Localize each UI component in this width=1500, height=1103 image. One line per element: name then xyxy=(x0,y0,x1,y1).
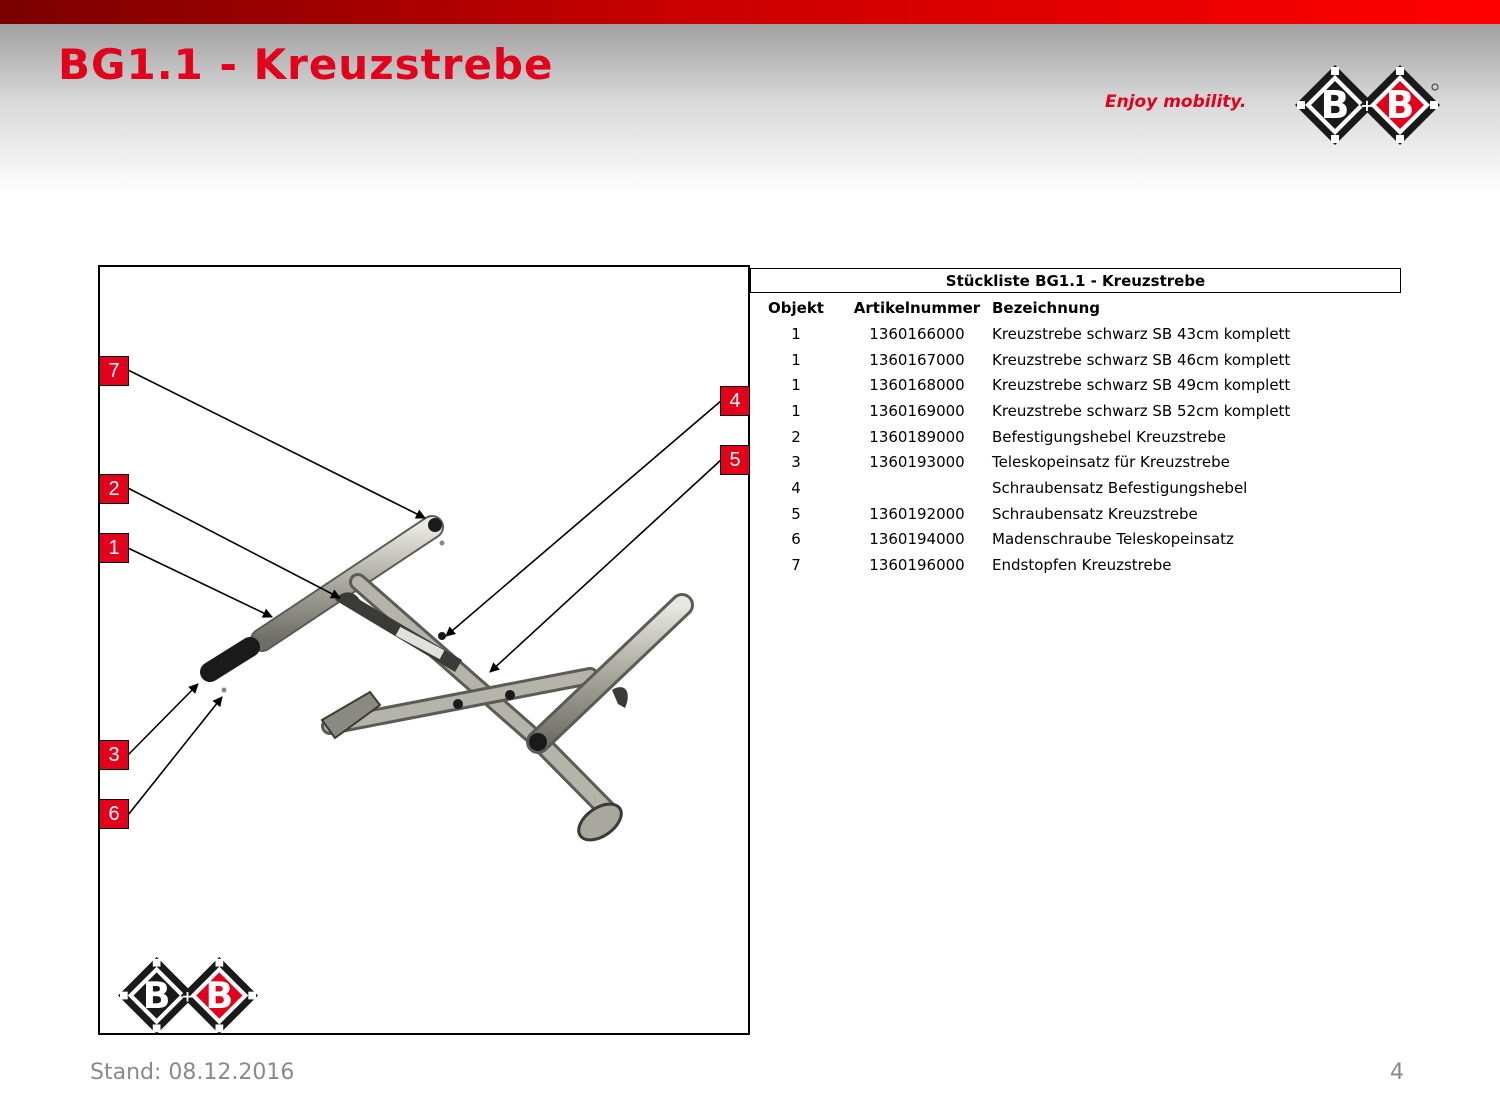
cell-artikelnummer: 1360193000 xyxy=(869,453,965,472)
parts-list-title: Stückliste BG1.1 - Kreuzstrebe xyxy=(750,268,1401,293)
cell-objekt: 2 xyxy=(791,427,801,446)
cell-artikelnummer: 1360189000 xyxy=(869,427,965,446)
svg-text:B: B xyxy=(205,974,234,1018)
callout-6: 6 xyxy=(99,799,129,829)
bb-logo-icon xyxy=(1295,63,1440,148)
cell-objekt: 7 xyxy=(791,556,801,575)
table-row xyxy=(750,398,1290,424)
bb-logo-bottom-icon xyxy=(112,955,264,1037)
cell-bezeichnung: Kreuzstrebe schwarz SB 52cm komplett xyxy=(992,401,1291,420)
callout-3: 3 xyxy=(99,740,129,770)
cell-bezeichnung: Schraubensatz Kreuzstrebe xyxy=(992,504,1198,523)
callout-7: 7 xyxy=(99,356,129,386)
header-bezeichnung: Bezeichnung xyxy=(992,299,1100,317)
table-row xyxy=(750,501,1290,527)
cell-bezeichnung: Madenschraube Teleskopeinsatz xyxy=(992,530,1234,549)
cell-bezeichnung: Kreuzstrebe schwarz SB 49cm komplett xyxy=(992,376,1291,395)
top-accent-bar xyxy=(0,0,1500,24)
cell-objekt: 1 xyxy=(791,324,801,343)
slogan: Enjoy mobility. xyxy=(1105,92,1247,112)
cell-artikelnummer: 1360169000 xyxy=(869,401,965,420)
callout-2: 2 xyxy=(99,474,129,504)
table-row xyxy=(750,424,1290,450)
cell-artikelnummer: 1360167000 xyxy=(869,350,965,369)
cell-artikelnummer: 1360166000 xyxy=(869,324,965,343)
callout-1: 1 xyxy=(99,533,129,563)
cell-objekt: 5 xyxy=(791,504,801,523)
parts-table-header xyxy=(750,295,1290,321)
table-row xyxy=(750,449,1290,475)
svg-text:+: + xyxy=(181,987,194,1006)
parts-list xyxy=(750,268,1401,578)
table-row xyxy=(750,347,1290,373)
cell-objekt: 1 xyxy=(791,350,801,369)
svg-text:B: B xyxy=(142,974,171,1018)
cell-bezeichnung: Kreuzstrebe schwarz SB 43cm komplett xyxy=(992,324,1291,343)
cell-bezeichnung: Teleskopeinsatz für Kreuzstrebe xyxy=(992,453,1230,472)
cell-objekt: 1 xyxy=(791,376,801,395)
cell-objekt: 1 xyxy=(791,401,801,420)
callout-4: 4 xyxy=(720,386,750,416)
cell-bezeichnung: Befestigungshebel Kreuzstrebe xyxy=(992,427,1226,446)
page-number: 4 xyxy=(1390,1060,1404,1085)
svg-text:+: + xyxy=(1360,96,1374,115)
svg-text:B: B xyxy=(1385,83,1415,127)
cell-artikelnummer: 1360194000 xyxy=(869,530,965,549)
parts-table xyxy=(750,295,1290,578)
cell-objekt: 6 xyxy=(791,530,801,549)
cell-artikelnummer xyxy=(842,475,992,501)
svg-text:B: B xyxy=(1320,83,1350,127)
cell-artikelnummer: 1360196000 xyxy=(869,556,965,575)
header-objekt: Objekt xyxy=(768,299,824,317)
cell-bezeichnung: Kreuzstrebe schwarz SB 46cm komplett xyxy=(992,350,1291,369)
exploded-view-frame xyxy=(98,265,750,1035)
cell-bezeichnung: Endstopfen Kreuzstrebe xyxy=(992,556,1172,575)
cell-artikelnummer: 1360192000 xyxy=(869,504,965,523)
footer-stand-date: Stand: 08.12.2016 xyxy=(90,1060,295,1085)
table-row xyxy=(750,372,1290,398)
cell-artikelnummer: 1360168000 xyxy=(869,376,965,395)
table-row xyxy=(750,552,1290,578)
cell-objekt: 4 xyxy=(791,478,801,497)
callout-5: 5 xyxy=(720,445,750,475)
page-title: BG1.1 - Kreuzstrebe xyxy=(58,40,554,89)
table-row xyxy=(750,475,1290,501)
table-row xyxy=(750,527,1290,553)
cell-bezeichnung: Schraubensatz Befestigungshebel xyxy=(992,478,1248,497)
header-artikelnummer: Artikelnummer xyxy=(853,299,981,317)
table-row xyxy=(750,321,1290,347)
cell-objekt: 3 xyxy=(791,453,801,472)
